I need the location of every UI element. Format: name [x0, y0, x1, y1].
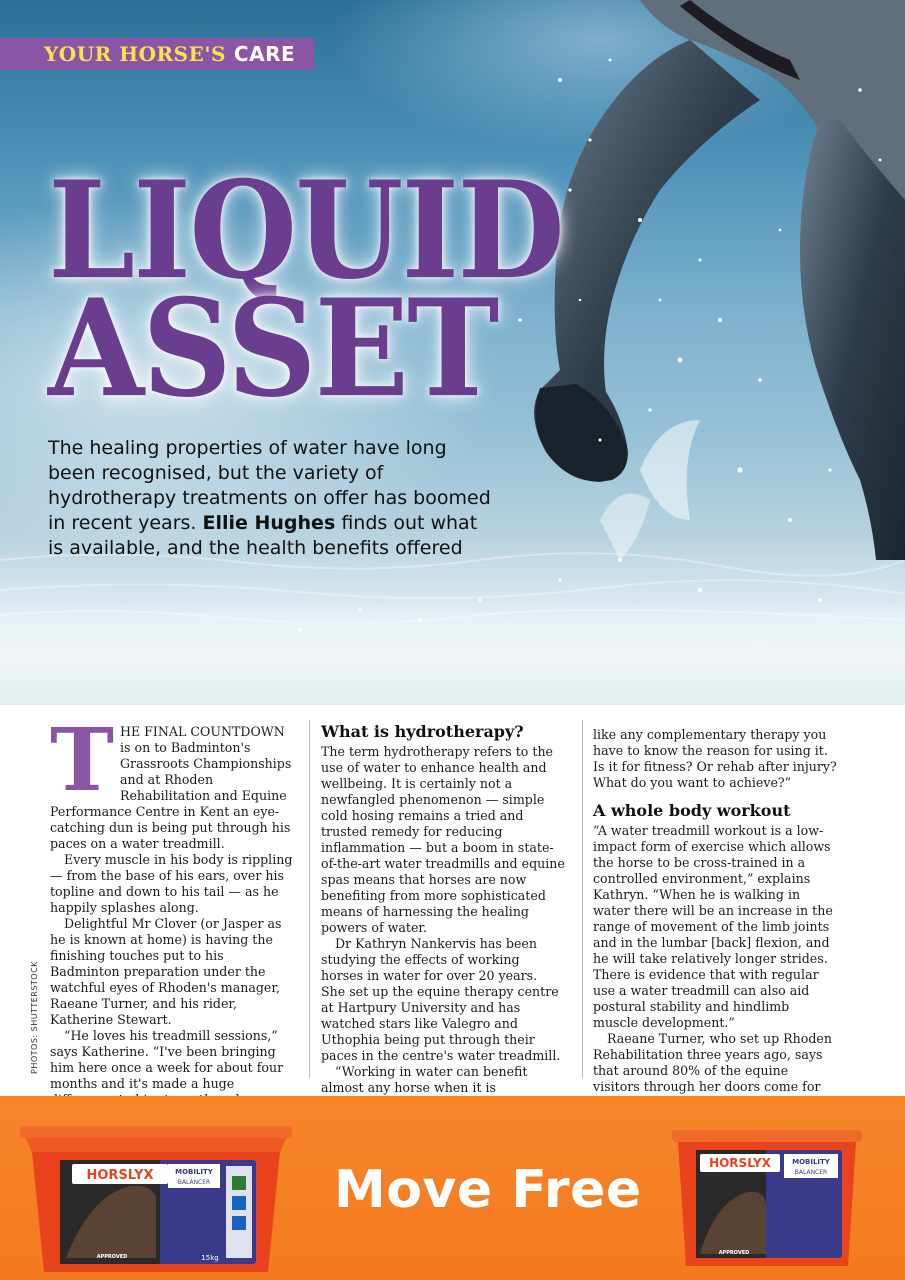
body-paragraph: The term hydrotherapy refers to the use of water to enhance health and wellbeing. It is certainly not a newfangled phenomenon — simple cold hosing remains a tried and trusted remedy for reducing inflammation — but a boom in state-of-the-art water treadmills and equine spas means that horses are now benefiting from more sophisticated means of harnessing the healing powers of water.: [321, 744, 565, 935]
standfirst-text-after: finds out what is available, and the health benefits offered: [48, 512, 478, 559]
ad-headline: Move Free: [334, 1160, 642, 1220]
article-column-3: [593, 727, 837, 1111]
body-paragraph: Dr Kathryn Nankervis has been studying the effects of working horses in water for over 20 years. She set up the equine therapy centre at Hartpury University and has watched stars like Valegro and Uthophia being put through their paces in the centre's water treadmill.: [321, 936, 561, 1063]
ad-product-line1-left: MOBILITY: [175, 1168, 213, 1176]
ad-product-line2-left: BALANCER: [177, 1179, 211, 1186]
ad-badge-right: APPROVED: [718, 1250, 750, 1256]
subhead-whole-body-workout: A whole body workout: [593, 801, 791, 820]
photo-credit: PHOTOS: SHUTTERSTOCK: [30, 961, 39, 1074]
body-paragraph: like any complementary therapy you have to know the reason for using it. Is it for fitness? Or rehab after injury? What do you want to achieve?”: [593, 727, 837, 790]
body-paragraph: Raeane Turner, who set up Rhoden Rehabilitation three years ago, says that around 80% of the equine visitors through her doors come for: [593, 1031, 832, 1094]
headline-line1: LIQUID: [48, 152, 563, 310]
ad-product-line1-right: MOBILITY: [792, 1158, 830, 1166]
ad-product-line2-right: BALANCER: [794, 1169, 828, 1176]
body-paragraph: “Working in water can benefit almost any horse when it is: [321, 1064, 528, 1095]
author-name: Ellie Hughes: [202, 512, 336, 534]
lead-text: HE FINAL COUNTDOWN is on to Badminton's Grassroots Championships and at Rhoden Rehabilitation and Equine Performance Centre in Kent an eye-catching dun is being put through his paces on a water treadmill.: [50, 724, 292, 851]
ad-brand-left: HORSLYX: [86, 1168, 154, 1183]
standfirst: [48, 436, 498, 561]
body-paragraph: Every muscle in his body is rippling — from the base of his ears, over his topline and down to his tail — as he happily splashes along.: [50, 852, 293, 915]
product-tub-left: [20, 1126, 292, 1276]
ad-weight: 15kg: [201, 1254, 219, 1262]
kicker-part1: YOUR HORSE'S: [44, 42, 226, 66]
headline-line2: ASSET: [48, 270, 498, 428]
subhead-what-is-hydrotherapy: What is hydrotherapy?: [321, 722, 524, 741]
body-paragraph: “He loves his treadmill sessions,” says Katherine. “I've been bringing him here once a week for about four months and it's made a huge: [50, 1028, 284, 1091]
drop-cap: T: [50, 710, 114, 811]
article-column-1: [50, 710, 294, 1124]
advert-banner[interactable]: [0, 1096, 905, 1280]
lead-paragraph: [50, 710, 294, 852]
standfirst-text-before: The healing properties of water have long been recognised, but the variety of hydrotherapy treatments on offer has boomed in recent years.: [48, 437, 491, 534]
body-paragraph: Delightful Mr Clover (or Jasper as he is known at home) is having the finishing touches put to his Badminton preparation under the watchful eyes of Rhoden's manager, Raeane Turner, and his rider, Katherine Stewart.: [50, 916, 282, 1027]
article-headline: [48, 152, 568, 428]
column-divider: [582, 720, 583, 1078]
column-divider: [309, 720, 310, 1078]
ad-badge-left: APPROVED: [96, 1254, 128, 1260]
article-column-2: [321, 722, 565, 1144]
body-paragraph: “A water treadmill workout is a low-impact form of exercise which allows the horse to be cross-trained in a controlled environment,” explains Kathryn. “When he is walking in water there will be an increase in the range of movement of the limb joints and in the lumbar [back] flexion, and he will take relatively longer strides. There is evidence that with regular use a water treadmill can also aid postural stability and hindlimb muscle development.”: [593, 823, 833, 1030]
product-tub-right: [672, 1130, 862, 1270]
ad-brand-right: HORSLYX: [709, 1156, 771, 1170]
kicker-part2: CARE: [233, 42, 296, 66]
section-kicker: [0, 38, 314, 70]
